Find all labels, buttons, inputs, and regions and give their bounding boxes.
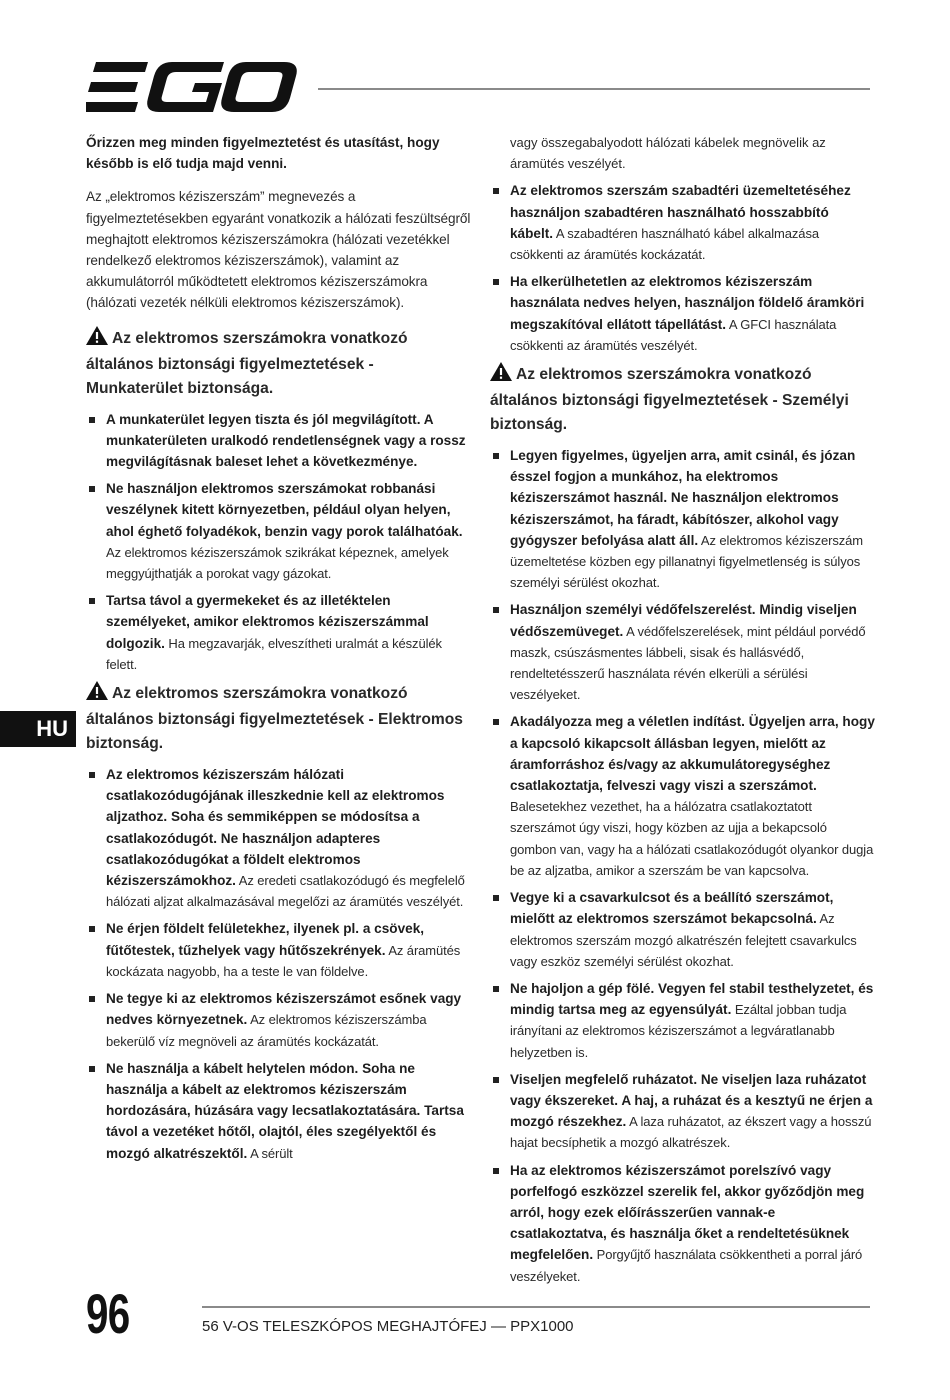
item-bold: Ne hajoljon a gép fölé. Vegyen fel stabil testhelyzetet, és mindig tartsa meg az egyensúlyát. [510, 980, 874, 1018]
list-item [86, 590, 472, 675]
list-item [86, 409, 472, 473]
bullet-icon [493, 719, 499, 725]
intro-bold: Őrizzen meg minden figyelmeztetést és utasítást, hogy később is elő tudja majd venni. [86, 135, 440, 172]
page-number: 96 [86, 1282, 130, 1345]
bullet-icon [89, 996, 95, 1002]
item-bold: Ne érjen földelt felületekhez, ilyenek pl. a csövek, fűtőtestek, tűzhelyek vagy hűtőszekrények. [106, 921, 425, 958]
list-item [86, 918, 472, 982]
item-bold: Ha az elektromos kéziszerszámot porelszívó vagy porfelfogó eszközzel szerelik fel, akkor győződjön meg arról, hogy ezek előírásszerűen vannak-e csatlakoztatva, és használja őket a rendeltetésüknek megfelelően. [510, 1162, 865, 1263]
bullet-icon [493, 188, 499, 194]
list-item [490, 271, 875, 356]
item-bold: Az elektromos szerszám szabadtéri üzemeltetéséhez használjon szabadtéren használható hosszabbító kábelt. [510, 183, 851, 241]
left-column [86, 132, 472, 1170]
section-heading-electrical [86, 681, 472, 756]
intro-text: Az „elektromos kéziszerszám” megnevezés a figyelmeztetésekben egyaránt vonatkozik a hálózati feszültségről meghajtott elektromos kéziszerszámokra (hálózati vezetékkel rendelkező elektromos kéziszerszámok), valamint az akkumulátorról működtetett elektromos kéziszerszámokra (hálózati vezeték nélküli elektromos kéziszerszámok). [86, 189, 471, 311]
item-bold: Legyen figyelmes, ügyeljen arra, amit csinál, és józan ésszel fogjon a munkához, ha elektromos kéziszerszámot használ. Ne használjon elektromos kéziszerszámot, ha fáradt, kábítószer, alkohol vagy gyógyszer befolyása alatt áll. [510, 448, 856, 548]
warning-icon [86, 326, 108, 353]
bullet-icon [493, 279, 499, 285]
bullet-icon [89, 598, 95, 604]
list-item [490, 599, 875, 705]
list-item [490, 445, 875, 593]
item-text: Az áramütés kockázata nagyobb, ha a teste le van földelve. [106, 942, 461, 979]
bullet-icon [493, 1077, 499, 1083]
language-tab: HU [0, 711, 76, 747]
item-bold: Az elektromos kéziszerszám hálózati csatlakozódugójának illeszkednie kell az elektromos aljzathoz. Soha és semmiképpen se módosítsa a csatlakozódugót. Ne használjon adapteres csatlakozódugókat a földelt elektromos kéziszerszámokhoz. [106, 767, 445, 889]
list-item [490, 180, 875, 265]
bullet-icon [89, 417, 95, 423]
item-bold: Vegye ki a csavarkulcsot és a beállító szerszámot, mielőtt az elektromos szerszámot bekapcsolná. [510, 890, 834, 927]
section-heading-work-area [86, 326, 472, 401]
item-bold: A munkaterület legyen tiszta és jól megvilágított. A munkaterületen uralkodó rendetlenségnek vagy a rossz megvilágításnak baleset lehet a következménye. [106, 411, 466, 470]
item-bold: Ne tegye ki az elektromos kéziszerszámot esőnek vagy nedves környezetnek. [106, 991, 462, 1028]
footer-rule [202, 1306, 870, 1308]
right-column [490, 132, 875, 1293]
item-text: A GFCI használata csökkenti az áramütés veszélyét. [510, 316, 837, 353]
section-heading-text: Az elektromos szerszámokra vonatkozó általános biztonsági figyelmeztetések - Személyi biztonság. [490, 366, 849, 434]
list-item [86, 1058, 472, 1164]
work-area-list [86, 409, 472, 675]
bullet-icon [493, 986, 499, 992]
header-rule [318, 88, 870, 90]
warning-icon [86, 681, 108, 708]
item-bold: Akadályozza meg a véletlen indítást. Ügyeljen arra, hogy a kapcsoló kikapcsolt állásban legyen, mielőtt az áramforráshoz és/vagy az akkumulátoregységhez csatlakoztatja, felveszi vagy viszi a szerszámot. [510, 714, 875, 794]
item-bold: Ne használja a kábelt helytelen módon. Soha ne használja a kábelt az elektromos kéziszerszám hordozására, húzására vagy lecsatlakoztatására. Tartsa távol a vezetéket hőtől, olajtól, éles szegélyektől és mozgó alkatrészektől. [106, 1060, 464, 1161]
footer-title: 56 V-OS TELESZKÓPOS MEGHAJTÓFEJ — PPX1000 [202, 1318, 574, 1335]
warning-icon [490, 362, 512, 389]
item-text: A sérült [247, 1145, 293, 1161]
item-text: Az elektromos kéziszerszámba bekerülő víz megnöveli az áramütés kockázatát. [106, 1012, 427, 1049]
list-item [490, 1069, 875, 1154]
list-item [490, 978, 875, 1063]
item-text: A szabadtéren használható kábel alkalmazása csökkenti az áramütés kockázatát. [510, 225, 819, 263]
bullet-icon [493, 1168, 499, 1174]
item-bold: Ne használjon elektromos szerszámokat robbanási veszélynek kitett környezetben, például olyan helyen, ahol éghető folyadékok, benzin vagy porok találhatóak. [106, 481, 463, 539]
ego-logo [86, 62, 298, 114]
continued-text: vagy összegabalyodott hálózati kábelek megnövelik az áramütés veszélyét. [510, 135, 826, 172]
list-item [490, 711, 875, 881]
item-text: Az elektromos kéziszerszámok szikrákat képeznek, amelyek meggyújthatják a porokat vagy gázokat. [106, 544, 449, 582]
bullet-icon [493, 607, 499, 613]
bullet-icon [493, 453, 499, 459]
electrical-list [86, 764, 472, 1164]
list-item [86, 478, 472, 584]
list-item [86, 988, 472, 1052]
section-heading-personal [490, 362, 875, 437]
list-item [86, 764, 472, 912]
bullet-icon [89, 926, 95, 932]
personal-list [490, 445, 875, 1287]
bullet-icon [89, 772, 95, 778]
item-text: A védőfelszerelések, mint például porvédő maszk, csúszásmentes lábbeli, sisak és hallásvédő, rendeltetésszerű használata révén elkerüli a sérülési veszélyeket. [510, 623, 866, 703]
bullet-icon [89, 1066, 95, 1072]
item-bold: Tartsa távol a gyermekeket és az illetéktelen személyeket, amikor elektromos kéziszerszámmal dolgozik. [106, 593, 429, 651]
outdoor-list [490, 180, 875, 356]
section-heading-text: Az elektromos szerszámokra vonatkozó általános biztonsági figyelmeztetések - Elektromos biztonság. [86, 685, 463, 753]
item-bold: Ha elkerülhetetlen az elektromos kéziszerszám használata nedves helyen, használjon földelő áramköri megszakítóval ellátott tápellátást. [510, 274, 865, 332]
bullet-icon [493, 895, 499, 901]
section-heading-text: Az elektromos szerszámokra vonatkozó általános biztonsági figyelmeztetések - Munkaterület biztonsága. [86, 329, 408, 397]
item-text: Az elektromos kéziszerszám üzemeltetése közben egy pillanatnyi figyelmetlenség is súlyos személyi sérülést okozhat. [510, 532, 864, 591]
item-text: Ha megzavarják, elveszítheti uralmát a készülék felett. [106, 635, 442, 672]
list-item [490, 1160, 875, 1287]
item-text: Az elektromos szerszám mozgó alkatrészén felejtett csavarkulcs vagy eszköz személyi sérülést okozhat. [510, 911, 857, 969]
item-text: Balesetekhez vezethet, ha a hálózatra csatlakoztatott szerszámot úgy viszi, hogy közben az ujja a bekapcsoló gombon van, vagy ha a hálózati csatlakozódugót olyankor dugja be az aljzatba, amikor a szerszám be van kapcsolva. [510, 799, 874, 878]
item-bold: Használjon személyi védőfelszerelést. Mindig viseljen védőszemüveget. [510, 602, 857, 639]
bullet-icon [89, 486, 95, 492]
item-text: A laza ruházatot, az ékszert vagy a hosszú hajat becsíphetik a mozgó alkatrészek. [510, 1114, 872, 1151]
item-bold: Viseljen megfelelő ruházatot. Ne viseljen laza ruházatot vagy ékszereket. A haj, a ruházat és a kesztyű ne érjen a mozgó részekhez. [510, 1071, 873, 1130]
list-item [490, 887, 875, 972]
item-text: Porgyűjtő használata csökkentheti a porral járó veszélyeket. [510, 1247, 863, 1284]
item-text: Az eredeti csatlakozódugó és megfelelő hálózati aljzat alkalmazásával megelőzi az áramütés veszélyét. [106, 873, 465, 910]
item-text: Ezáltal jobban tudja irányítani az elektromos kéziszerszámot a legváratlanabb helyzetben is. [510, 1002, 847, 1060]
